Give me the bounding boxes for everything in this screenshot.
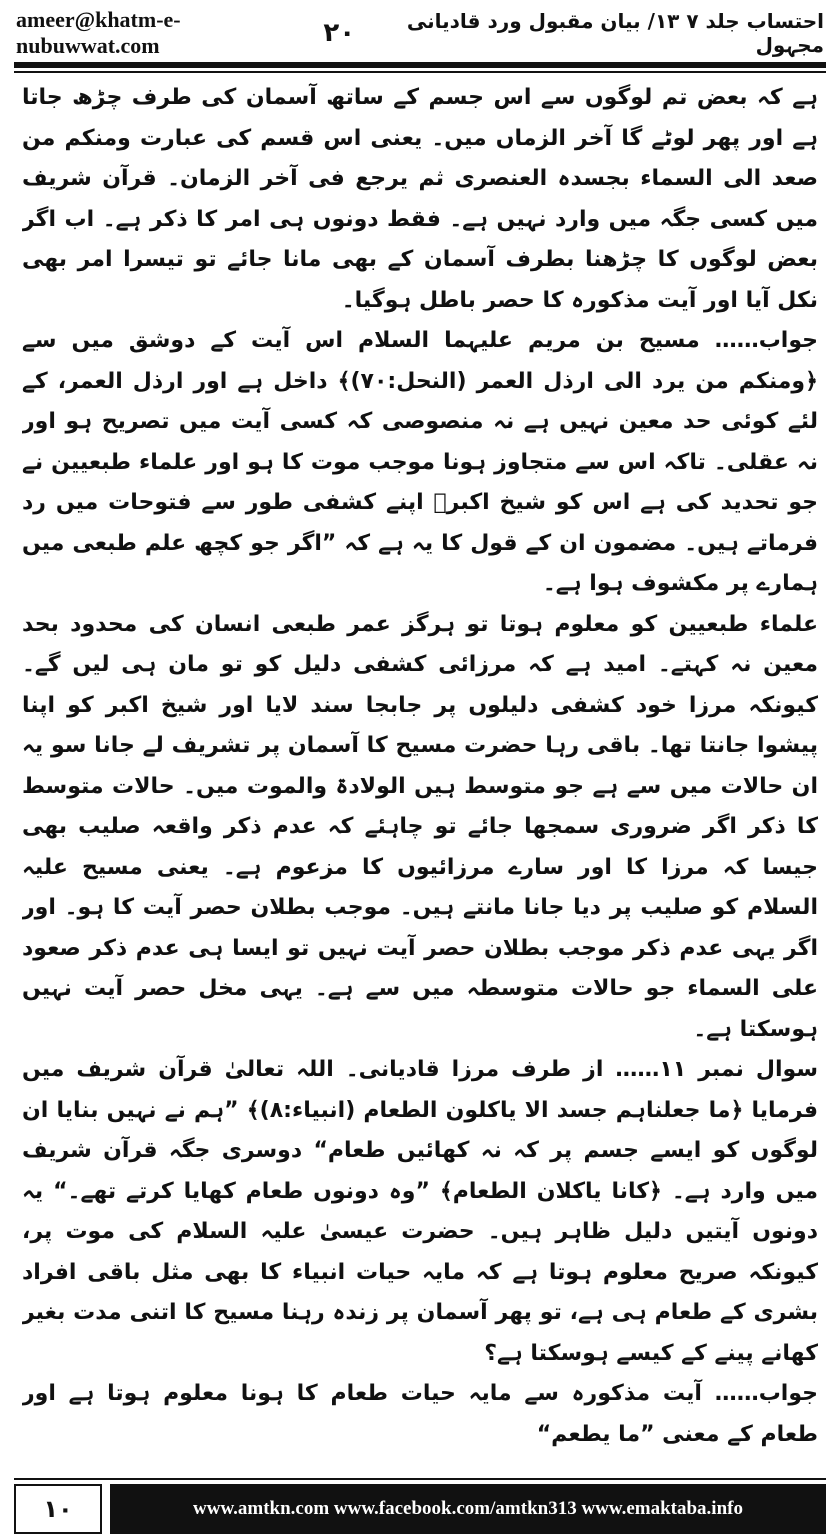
body-text — [22, 78, 818, 1460]
header-title: احتساب جلد ۷ ۱۳/ بیان مقبول ورد قادیانی مجہول — [406, 9, 824, 57]
paragraph-4: سوال نمبر ۱۱…… از طرف مرزا قادیانی۔ اللہ تعالیٰ قرآن شریف میں فرمایا ﴿ما جعلناہم جسد الا یاکلون الطعام (انبیاء:۸)﴾ ”ہم نے نہیں بنایا ان لوگوں کو ایسے جسم پر کہ نہ کھائیں طعام“ دوسری جگہ قرآن شریف میں وارد ہے۔ ﴿کانا یاکلان الطعام﴾ ”وہ دونوں طعام کھایا کرتے تھے۔“ یہ دونوں آیتیں دلیل ظاہر ہیں۔ حضرت عیسیٰ علیہ السلام کی موت پر، کیونکہ صریح معلوم ہوتا ہے کہ مایہ حیات انبیاء کا بھی مثل باقی افراد بشری کے طعام ہی ہے، تو پھر آسمان پر زندہ رہنا مسیح کا اتنی مدت بغیر کھانے پینے کے کیسے ہوسکتا ہے؟ — [22, 1057, 818, 1366]
header-rule-thin — [14, 71, 826, 73]
paragraph-3: علماء طبعیین کو معلوم ہوتا تو ہرگز عمر طبعی انسان کی محدود بحد معین نہ کہتے۔ امید ہے کہ مرزائی کشفی دلیل کو تو مان ہی لیں گے۔ کیونکہ مرزا خود کشفی دلیلوں پر جابجا سند لایا اور شیخ اکبر کو اپنا پیشوا جانتا تھا۔ باقی رہا حضرت مسیح کا آسمان پر تشریف لے جانا سو یہ ان حالات میں سے ہے جو متوسط ہیں الولادۃ والموت میں۔ حالات متوسط کا ذکر اگر ضروری سمجھا جائے تو چاہئے کہ عدم ذکر واقعہ صلیب بھی جیسا کہ مرزا کا اور سارے مرزائیوں کا مزعوم ہے۔ یعنی مسیح علیہ السلام کو صلیب پر دیا جانا مانتے ہیں۔ موجب بطلان حصر آیت کا ہو۔ اور اگر یہی عدم ذکر موجب بطلان حصر آیت نہیں تو ایسا ہی عدم ذکر صعود علی السماء جو حالات متوسطہ میں سے ہے۔ یہی مخل حصر آیت نہیں ہوسکتا ہے۔ — [22, 611, 818, 1042]
paragraph-1: ہے کہ بعض تم لوگوں سے اس جسم کے ساتھ آسمان کی طرف چڑھ جاتا ہے اور پھر لوٹے گا آخر الزماں میں۔ یعنی اس قسم کی عبارت ومنکم من صعد الی السماء بجسدہ العنصری ثم یرجع فی آخر الزمان۔ قرآن شریف میں کسی جگہ میں وارد نہیں ہے۔ فقط دونوں ہی امر کا ذکر ہے۔ اب اگر بعض لوگوں کا چڑھنا بطرف آسمان کے بھی مانا جائے تو تیسرا امر بھی نکل آیا اور آیت مذکورہ کا حصر باطل ہوگیا۔ — [22, 85, 818, 313]
paragraph-2: جواب…… مسیح بن مریم علیہما السلام اس آیت کے دوشق میں سے ﴿ومنکم من یرد الی ارذل العمر (النحل:۷۰)﴾ داخل ہے اور ارذل العمر، کے لئے کوئی حد معین نہیں ہے نہ منصوصی کہ کسی آیت میں تصریح ہو اور نہ عقلی۔ تاکہ اس سے متجاوز ہونا موجب موت کا ہو اور علماء طبعیین نے جو تحدید کی ہے اس کو شیخ اکبرؒ اپنے کشفی طور سے فتوحات میں رد فرماتے ہیں۔ مضمون ان کے قول کا یہ ہے کہ ”اگر جو کچھ علم طبعی میں ہمارے پر مکشوف ہوا ہے۔ — [22, 328, 818, 596]
footer-page-number: ۱۰ — [14, 1484, 102, 1534]
header-email: ameer@khatm-e-nubuwwat.com — [16, 7, 181, 58]
footer-links: www.amtkn.com www.facebook.com/amtkn313 www.emaktaba.info — [193, 1498, 743, 1519]
paragraph-5: جواب…… آیت مذکورہ سے مایہ حیات طعام کا ہونا معلوم ہوتا ہے اور طعام کے معنی ”ما یطعم“ — [22, 1381, 818, 1447]
header-page-number: ۲۰ — [323, 18, 356, 48]
footer-links-bar — [110, 1484, 826, 1534]
header-rule-thick — [14, 62, 826, 68]
page-header — [16, 8, 824, 58]
footer-rule — [14, 1478, 826, 1480]
